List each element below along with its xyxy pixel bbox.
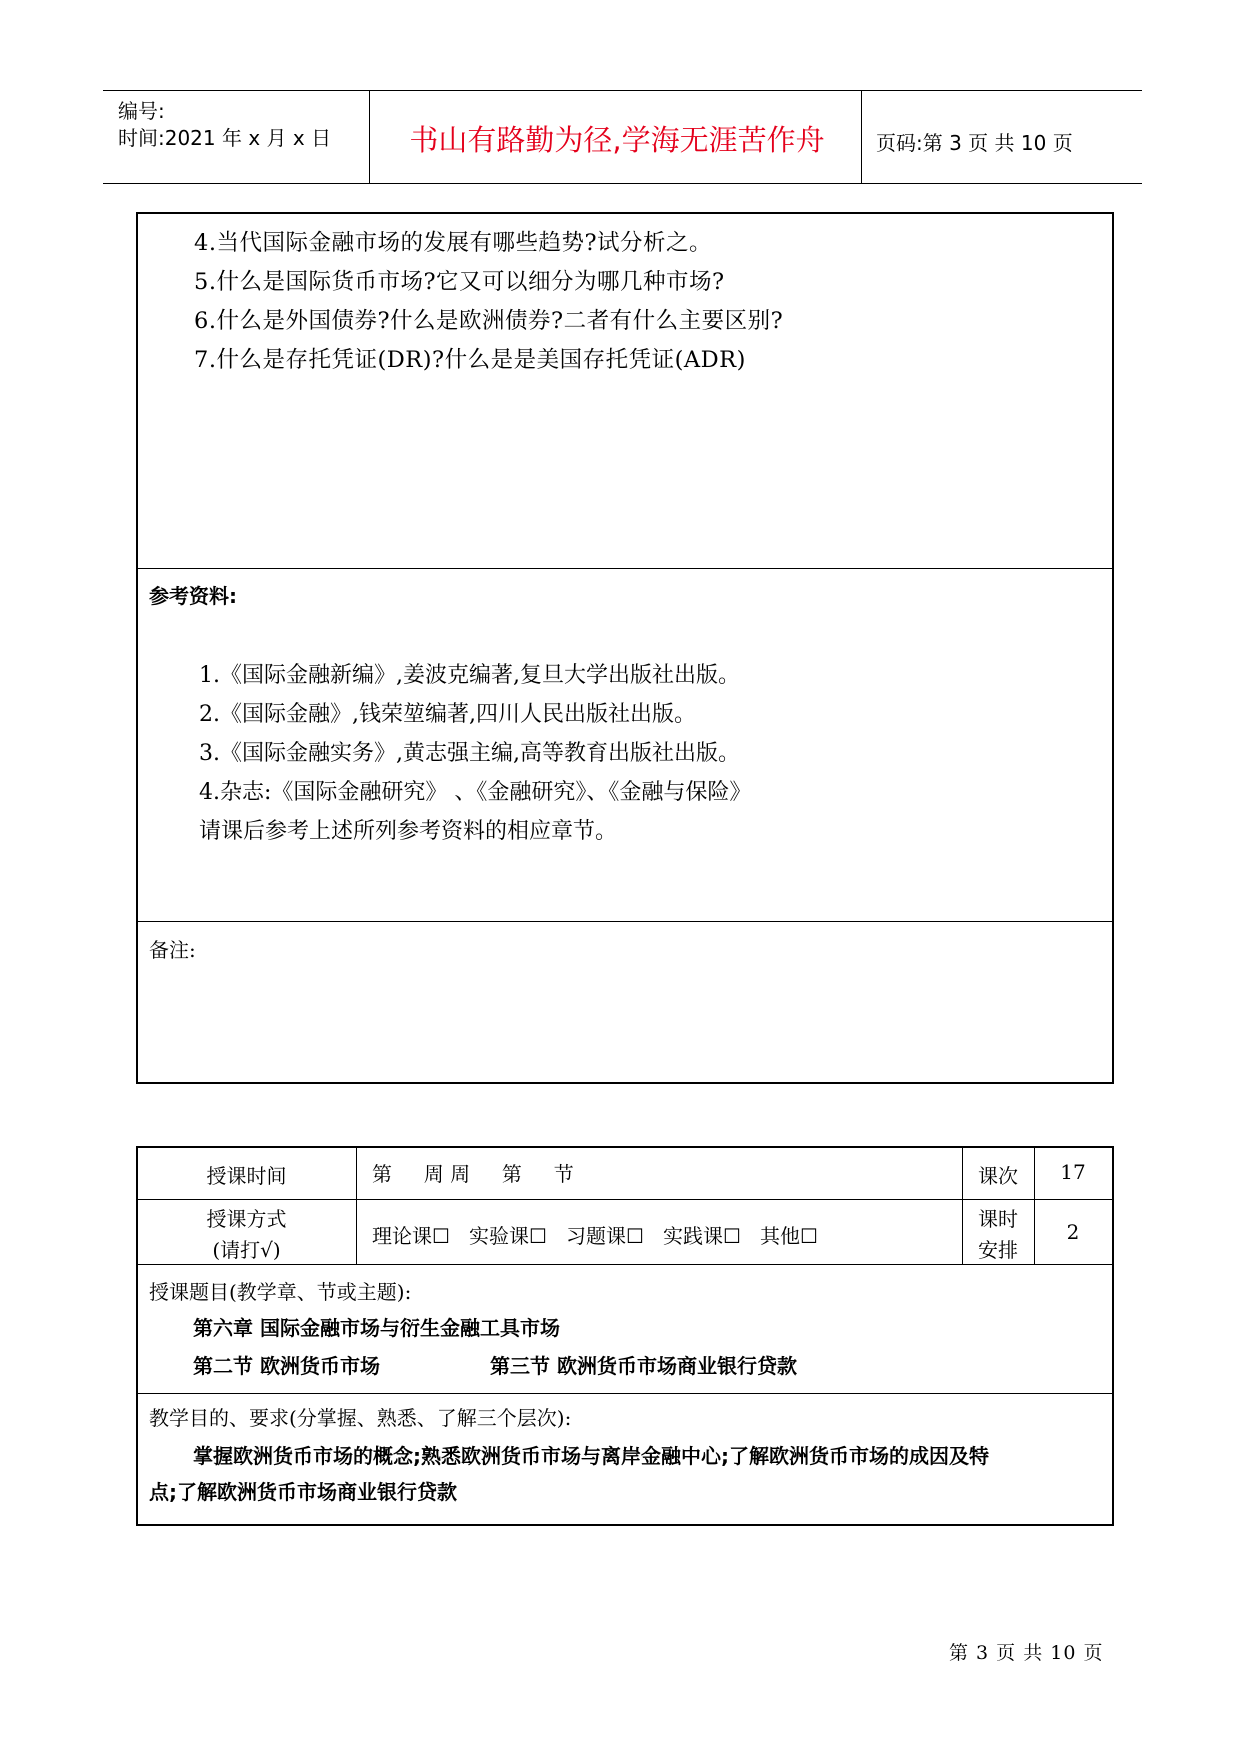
goals-text: 掌握欧洲货币市场的概念;熟悉欧洲货币市场与离岸金融中心;了解欧洲货币市场的成因及特 [193, 1444, 989, 1468]
lesson-time-label: 授课时间 [206, 1164, 287, 1188]
header-divider-left [369, 90, 370, 184]
section-title: 第二节 欧洲货币市场 [193, 1354, 380, 1378]
doc-time-label: 时间:2021 年 x 月 x 日 [118, 126, 332, 150]
reference-item: 2.《国际金融》,钱荣堃编著,四川人民出版社出版。 [199, 702, 696, 727]
header-top-rule [103, 90, 1142, 91]
class-hours-label-2: 安排 [978, 1238, 1018, 1262]
notes-label: 备注: [149, 938, 196, 962]
footer-page-number: 第 3 页 共 10 页 [949, 1642, 1104, 1664]
topic-label: 授课题目(教学章、节或主题): [149, 1280, 412, 1304]
reference-note: 请课后参考上述所列参考资料的相应章节。 [199, 819, 618, 844]
section-divider [137, 568, 1113, 569]
teaching-method-label: 授课方式 [206, 1207, 287, 1231]
table-bottom-rule [136, 1524, 1114, 1526]
header-motto: 书山有路勤为径,学海无涯苦作舟 [409, 123, 825, 157]
question-item: 5.什么是国际货币市场?它又可以细分为哪几种市场? [194, 269, 725, 295]
goals-label: 教学目的、要求(分掌握、熟悉、了解三个层次): [149, 1406, 572, 1430]
session-value: 17 [1060, 1160, 1086, 1184]
question-item: 7.什么是存托凭证(DR)?什么是是美国存托凭证(ADR) [194, 347, 746, 373]
section-title: 第三节 欧洲货币市场商业银行贷款 [490, 1354, 797, 1378]
question-item: 4.当代国际金融市场的发展有哪些趋势?试分析之。 [194, 230, 713, 256]
table-row-divider [137, 1264, 1113, 1265]
reference-item: 4.杂志:《国际金融研究》 、《金融研究》、《金融与保险》 [199, 780, 752, 805]
page-number-label: 页码:第 3 页 共 10 页 [876, 131, 1073, 155]
teaching-method-hint: (请打√) [212, 1238, 281, 1262]
lesson-time-value: 第 周 周 第 节 [372, 1162, 574, 1186]
section-divider [137, 921, 1113, 922]
teaching-method-options[interactable]: 理论课☐ 实验课☐ 习题课☐ 实践课☐ 其他☐ [372, 1224, 818, 1248]
doc-number-label: 编号: [118, 99, 165, 123]
header-bottom-rule [103, 183, 1142, 184]
session-label: 课次 [978, 1164, 1018, 1188]
table-row-divider [137, 1393, 1113, 1394]
chapter-title: 第六章 国际金融市场与衍生金融工具市场 [193, 1316, 560, 1340]
goals-text: 点;了解欧洲货币市场商业银行贷款 [149, 1480, 457, 1504]
reference-item: 1.《国际金融新编》,姜波克编著,复旦大学出版社出版。 [199, 663, 740, 688]
references-label: 参考资料: [149, 584, 237, 608]
class-hours-label: 课时 [978, 1207, 1018, 1231]
table-row-divider [137, 1199, 1113, 1200]
question-item: 6.什么是外国债券?什么是欧洲债券?二者有什么主要区别? [194, 308, 784, 334]
reference-item: 3.《国际金融实务》,黄志强主编,高等教育出版社出版。 [199, 741, 740, 766]
class-hours-value: 2 [1066, 1220, 1080, 1244]
table-col-divider [356, 1146, 357, 1264]
